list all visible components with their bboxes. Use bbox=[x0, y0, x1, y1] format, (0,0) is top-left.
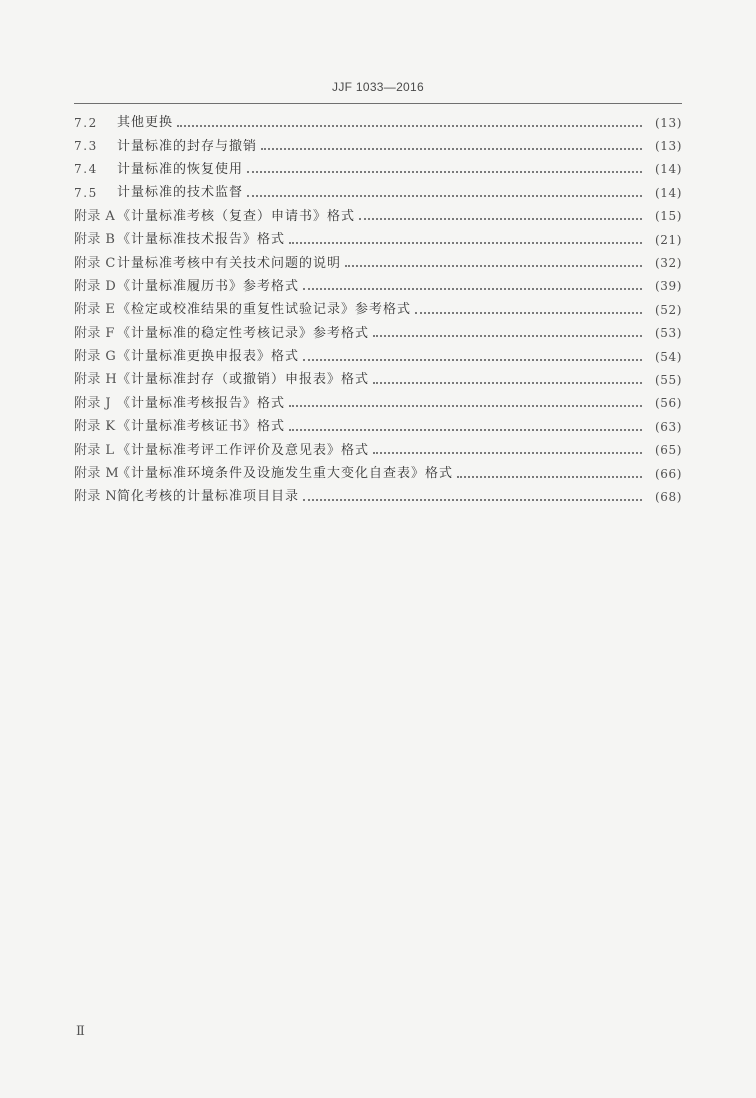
toc-entry-number: 附录 H bbox=[74, 372, 118, 388]
table-of-contents bbox=[74, 111, 682, 509]
toc-entry-title: 《检定或校准结果的重复性试验记录》参考格式 bbox=[117, 302, 412, 318]
toc-entry-number: 附录 N bbox=[74, 489, 118, 505]
toc-entry-number: 附录 A bbox=[74, 208, 116, 224]
toc-entry-number: 附录 B bbox=[74, 232, 116, 248]
toc-entry-number: 附录 C bbox=[74, 255, 116, 271]
toc-entry-appendix-j[interactable] bbox=[74, 392, 682, 415]
toc-entry-appendix-l[interactable] bbox=[74, 438, 682, 461]
toc-entry-title: 《计量标准的稳定性考核记录》参考格式 bbox=[117, 325, 370, 341]
toc-leader-dots bbox=[373, 452, 642, 454]
toc-leader-dots bbox=[303, 359, 642, 361]
document-code-header: JJF 1033—2016 bbox=[332, 80, 424, 94]
toc-entry-number: 附录 L bbox=[74, 442, 115, 458]
toc-leader-dots bbox=[177, 125, 642, 127]
toc-entry-7-2[interactable] bbox=[74, 111, 682, 134]
toc-leader-dots bbox=[303, 499, 642, 501]
toc-leader-dots bbox=[373, 335, 642, 337]
toc-entry-number: 7.4 bbox=[74, 162, 98, 177]
toc-entry-page: (14) bbox=[654, 162, 682, 177]
toc-entry-7-4[interactable] bbox=[74, 158, 682, 181]
toc-entry-7-3[interactable] bbox=[74, 134, 682, 157]
toc-entry-page: (55) bbox=[654, 372, 682, 387]
toc-entry-appendix-h[interactable] bbox=[74, 368, 682, 391]
toc-entry-appendix-f[interactable] bbox=[74, 322, 682, 345]
toc-entry-number: 附录 J bbox=[74, 395, 111, 411]
toc-entry-page: (53) bbox=[654, 326, 682, 341]
toc-leader-dots bbox=[289, 242, 642, 244]
toc-entry-page: (14) bbox=[654, 185, 682, 200]
toc-entry-title: 《计量标准考评工作评价及意见表》格式 bbox=[117, 442, 370, 458]
toc-leader-dots bbox=[415, 312, 642, 314]
toc-entry-title: 《计量标准考核证书》格式 bbox=[117, 419, 286, 435]
toc-entry-page: (52) bbox=[654, 302, 682, 317]
toc-entry-title: 计量标准的恢复使用 bbox=[117, 161, 244, 177]
toc-leader-dots bbox=[247, 171, 642, 173]
toc-entry-appendix-e[interactable] bbox=[74, 298, 682, 321]
toc-entry-appendix-d[interactable] bbox=[74, 275, 682, 298]
toc-entry-number: 附录 G bbox=[74, 349, 117, 365]
footer-page-number: Ⅱ bbox=[76, 1024, 85, 1039]
toc-entry-page: (65) bbox=[654, 443, 682, 458]
toc-entry-page: (15) bbox=[654, 209, 682, 224]
toc-entry-title: 简化考核的计量标准项目目录 bbox=[117, 489, 300, 505]
toc-leader-dots bbox=[359, 218, 642, 220]
toc-entry-title: 计量标准的封存与撤销 bbox=[117, 138, 258, 154]
toc-entry-page: (68) bbox=[654, 489, 682, 504]
toc-entry-title: 《计量标准考核（复查）申请书》格式 bbox=[117, 208, 356, 224]
toc-entry-page: (21) bbox=[654, 232, 682, 247]
toc-leader-dots bbox=[247, 195, 642, 197]
toc-entry-title: 其他更换 bbox=[117, 115, 174, 131]
toc-entry-page: (13) bbox=[654, 115, 682, 130]
toc-entry-page: (32) bbox=[654, 256, 682, 271]
toc-entry-page: (63) bbox=[654, 419, 682, 434]
toc-entry-appendix-n[interactable] bbox=[74, 485, 682, 508]
toc-entry-number: 7.3 bbox=[74, 139, 98, 154]
toc-entry-appendix-a[interactable] bbox=[74, 205, 682, 228]
toc-entry-title: 《计量标准更换申报表》格式 bbox=[117, 349, 300, 365]
toc-entry-number: 附录 D bbox=[74, 278, 117, 294]
toc-entry-page: (56) bbox=[654, 396, 682, 411]
toc-entry-appendix-k[interactable] bbox=[74, 415, 682, 438]
toc-entry-page: (39) bbox=[654, 279, 682, 294]
toc-leader-dots bbox=[373, 382, 642, 384]
toc-entry-page: (66) bbox=[654, 466, 682, 481]
toc-entry-number: 附录 E bbox=[74, 302, 116, 318]
toc-entry-number: 7.5 bbox=[74, 185, 98, 200]
toc-entry-appendix-b[interactable] bbox=[74, 228, 682, 251]
toc-entry-number: 附录 K bbox=[74, 419, 116, 435]
toc-entry-page: (54) bbox=[654, 349, 682, 364]
toc-entry-title: 计量标准考核中有关技术问题的说明 bbox=[117, 255, 342, 271]
toc-entry-appendix-m[interactable] bbox=[74, 462, 682, 485]
toc-entry-number: 附录 M bbox=[74, 466, 120, 482]
toc-leader-dots bbox=[261, 148, 642, 150]
toc-entry-number: 附录 F bbox=[74, 325, 115, 341]
toc-entry-title: 《计量标准封存（或撤销）申报表》格式 bbox=[117, 372, 370, 388]
toc-leader-dots bbox=[289, 405, 642, 407]
toc-entry-title: 《计量标准技术报告》格式 bbox=[117, 232, 286, 248]
toc-entry-page: (13) bbox=[654, 139, 682, 154]
toc-leader-dots bbox=[303, 288, 642, 290]
toc-entry-appendix-c[interactable] bbox=[74, 251, 682, 274]
toc-leader-dots bbox=[457, 476, 642, 478]
toc-leader-dots bbox=[289, 429, 642, 431]
toc-entry-title: 《计量标准环境条件及设施发生重大变化自查表》格式 bbox=[117, 466, 454, 482]
toc-entry-title: 《计量标准考核报告》格式 bbox=[117, 395, 286, 411]
toc-entry-title: 《计量标准履历书》参考格式 bbox=[117, 278, 300, 294]
toc-entry-number: 7.2 bbox=[74, 115, 98, 130]
toc-entry-appendix-g[interactable] bbox=[74, 345, 682, 368]
toc-entry-title: 计量标准的技术监督 bbox=[117, 185, 244, 201]
toc-leader-dots bbox=[345, 265, 642, 267]
header-rule bbox=[74, 103, 682, 104]
toc-entry-7-5[interactable] bbox=[74, 181, 682, 204]
